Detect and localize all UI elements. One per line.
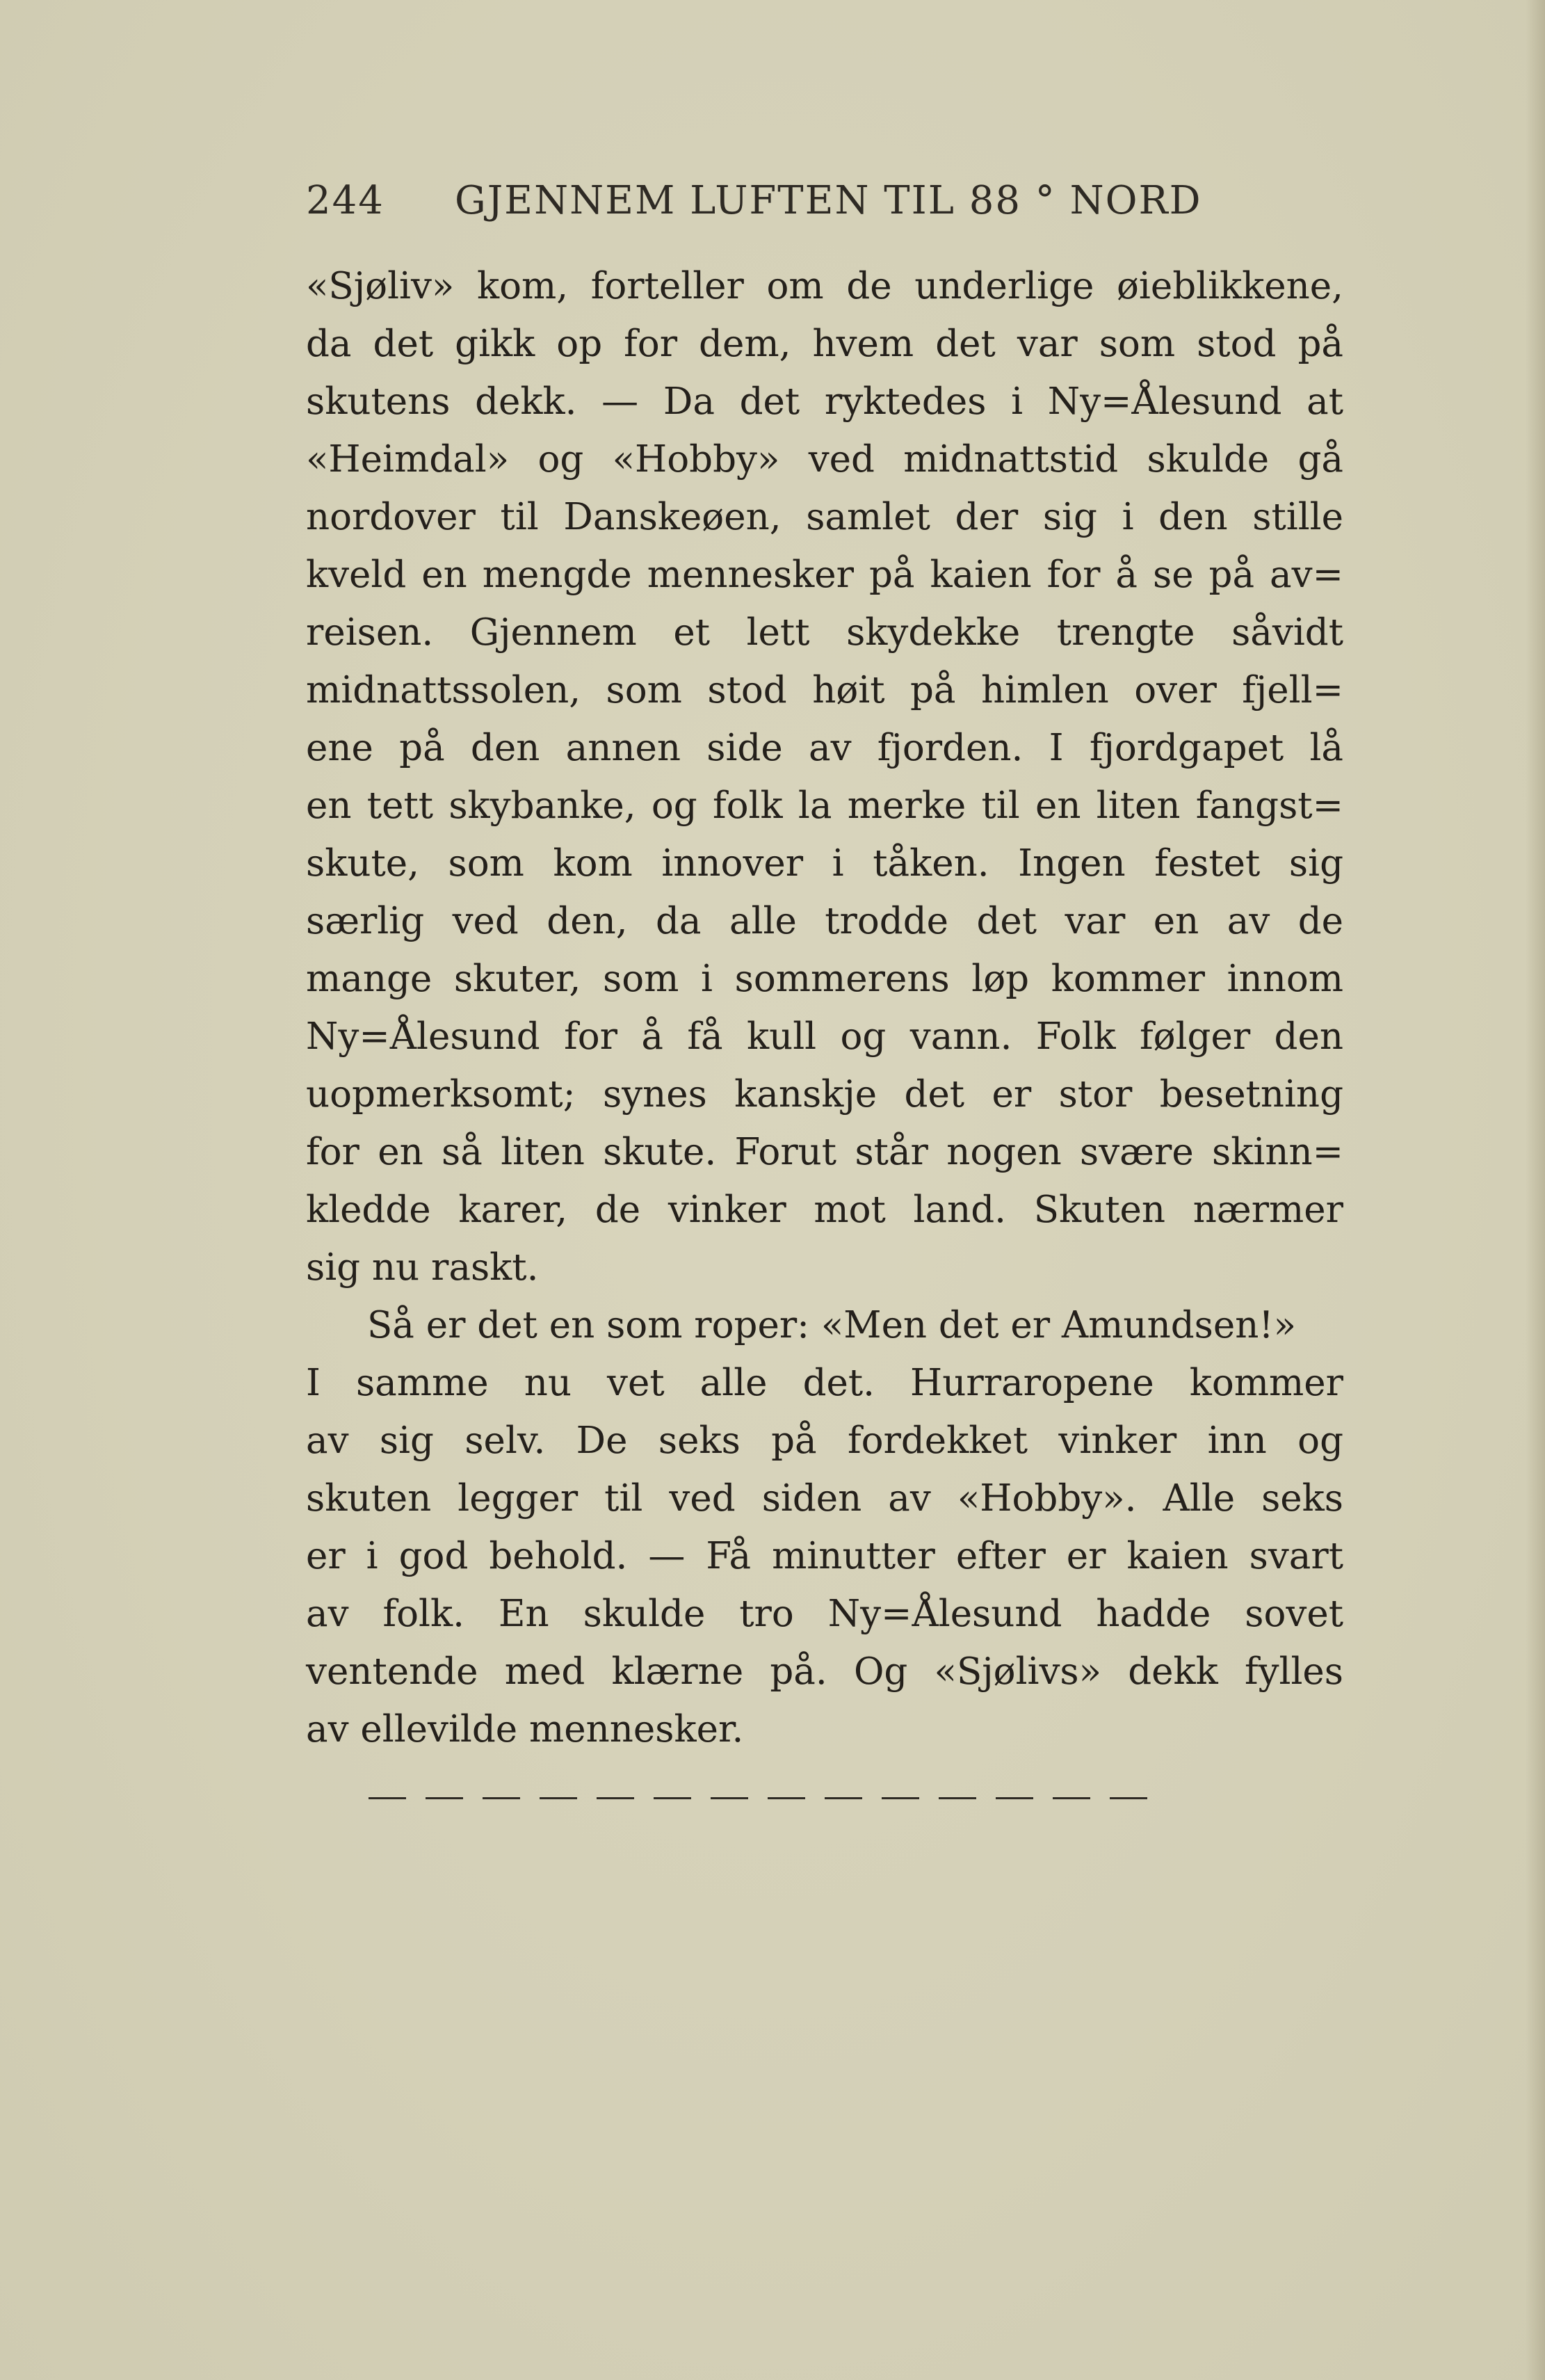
page-header <box>306 178 1349 234</box>
divider-dash <box>1110 1797 1147 1799</box>
page-number: 244 <box>306 178 385 223</box>
text-line: Ny=Ålesund for å få kull og vann. Folk følger den <box>306 1015 1343 1058</box>
divider-dash <box>711 1797 748 1799</box>
text-line: «Heimdal» og «Hobby» ved midnattstid skulde gå <box>306 438 1343 481</box>
text-line: nordover til Danskeøen, samlet der sig i den stille <box>306 496 1343 538</box>
text-line: reisen. Gjennem et lett skydekke trengte såvidt <box>306 611 1343 654</box>
text-line: ventende med klærne på. Og «Sjølivs» dekk fylles <box>306 1650 1343 1693</box>
divider-dash <box>882 1797 919 1799</box>
text-line: av folk. En skulde tro Ny=Ålesund hadde sovet <box>306 1593 1343 1635</box>
divider-dash <box>939 1797 976 1799</box>
divider-dash <box>483 1797 520 1799</box>
body-text <box>306 257 1343 1758</box>
divider-dash <box>540 1797 577 1799</box>
text-line: sig nu raskt. <box>306 1246 539 1289</box>
divider-dash <box>768 1797 805 1799</box>
divider-dash <box>369 1797 406 1799</box>
divider-dash <box>654 1797 691 1799</box>
text-line: kledde karer, de vinker mot land. Skuten nærmer <box>306 1189 1343 1231</box>
text-line: skutens dekk. — Da det ryktedes i Ny=Ålesund at <box>306 380 1343 423</box>
text-line: ene på den annen side av fjorden. I fjordgapet lå <box>306 727 1343 769</box>
text-line: for en så liten skute. Forut står nogen svære skinn= <box>306 1131 1343 1173</box>
text-line: da det gikk op for dem, hvem det var som stod på <box>306 323 1343 365</box>
divider-dash <box>996 1797 1033 1799</box>
divider-dash <box>1053 1797 1090 1799</box>
section-divider <box>369 1797 1147 1801</box>
text-line: Så er det en som roper: «Men det er Amundsen!» <box>367 1304 1297 1346</box>
text-line: mange skuter, som i sommerens løp kommer innom <box>306 958 1343 1000</box>
text-line: er i god behold. — Få minutter efter er kaien svart <box>306 1535 1343 1577</box>
page-gutter-shadow <box>1526 0 1545 2380</box>
text-line: «Sjøliv» kom, forteller om de underlige øieblikkene, <box>306 265 1343 307</box>
text-line: skute, som kom innover i tåken. Ingen festet sig <box>306 842 1343 885</box>
text-line: I samme nu vet alle det. Hurraropene kommer <box>306 1362 1343 1404</box>
text-line: midnattssolen, som stod høit på himlen over fjell= <box>306 669 1343 711</box>
text-line: av ellevilde mennesker. <box>306 1708 744 1751</box>
text-line: særlig ved den, da alle trodde det var en av de <box>306 900 1343 942</box>
divider-dash <box>825 1797 862 1799</box>
text-line: skuten legger til ved siden av «Hobby». Alle seks <box>306 1477 1343 1520</box>
text-line: kveld en mengde mennesker på kaien for å se på av= <box>306 554 1343 596</box>
text-line: en tett skybanke, og folk la merke til en liten fangst= <box>306 785 1343 827</box>
text-line: uopmerksomt; synes kanskje det er stor besetning <box>306 1073 1343 1116</box>
running-title: GJENNEM LUFTEN TIL 88 ° NORD <box>455 178 1202 223</box>
divider-dash <box>597 1797 634 1799</box>
text-line: av sig selv. De seks på fordekket vinker inn og <box>306 1420 1343 1462</box>
divider-dash <box>426 1797 463 1799</box>
